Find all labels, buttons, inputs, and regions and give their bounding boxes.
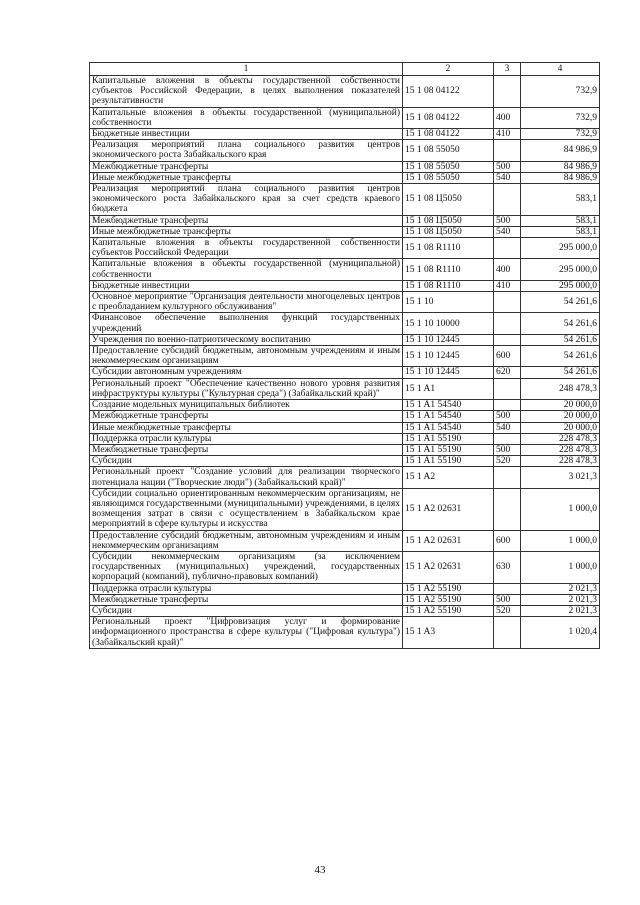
row-type (494, 488, 521, 530)
row-type (494, 467, 521, 488)
row-description: Реализация мероприятий плана социального развития центров экономического роста Забайкальского края за счет средств краевого бюджета (90, 184, 403, 216)
row-description: Межбюджетные трансферты (90, 444, 403, 455)
row-type (494, 400, 521, 411)
table-row (90, 617, 600, 649)
row-type (494, 433, 521, 444)
row-description: Капитальные вложения в объекты государственной собственности субъектов Российской Федерации, в целях выполнения показателей результативности (90, 76, 403, 108)
row-amount: 732,9 (521, 107, 600, 128)
table-row (90, 400, 600, 411)
table-row (90, 280, 600, 291)
row-amount: 84 986,9 (521, 140, 600, 161)
row-code: 15 1 10 12445 (403, 334, 494, 345)
row-code: 15 1 A2 55190 (403, 594, 494, 605)
row-amount: 20 000,0 (521, 422, 600, 433)
row-code: 15 1 A2 02631 (403, 551, 494, 583)
row-code: 15 1 A1 55190 (403, 444, 494, 455)
row-code: 15 1 10 12445 (403, 367, 494, 378)
row-code: 15 1 08 04122 (403, 107, 494, 128)
row-amount: 2 021,3 (521, 605, 600, 616)
table-row (90, 378, 600, 399)
row-type (494, 140, 521, 161)
row-description: Бюджетные инвестиции (90, 129, 403, 140)
row-code: 15 1 08 R1110 (403, 280, 494, 291)
row-type: 630 (494, 551, 521, 583)
row-amount: 54 261,6 (521, 292, 600, 313)
table-row (90, 411, 600, 422)
row-type (494, 583, 521, 594)
table-row (90, 172, 600, 183)
row-code: 15 1 10 12445 (403, 346, 494, 367)
row-code: 15 1 A3 (403, 617, 494, 649)
row-amount: 295 000,0 (521, 238, 600, 259)
row-description: Иные межбюджетные трансферты (90, 172, 403, 183)
row-code: 15 1 A1 54540 (403, 411, 494, 422)
row-code: 15 1 08 R1110 (403, 238, 494, 259)
row-amount: 228 478,3 (521, 433, 600, 444)
row-description: Региональный проект "Цифровизация услуг и формирование информационного пространства в сфере культуры ("Цифровая культура") (Забайкальский край)" (90, 617, 403, 649)
row-amount: 84 986,9 (521, 161, 600, 172)
table-row (90, 334, 600, 345)
table-row (90, 605, 600, 616)
row-description: Поддержка отрасли культуры (90, 583, 403, 594)
row-amount: 2 021,3 (521, 583, 600, 594)
row-description: Субсидии некоммерческим организациям (за исключением государственных (муниципальных) учреждений, государственных корпораций (компаний), публично-правовых компаний) (90, 551, 403, 583)
row-code: 15 1 08 R1110 (403, 259, 494, 280)
row-description: Региональный проект "Создание условий для реализации творческого потенциала нации ("Творческие люди") (Забайкальский край)" (90, 467, 403, 488)
row-amount: 583,1 (521, 226, 600, 237)
row-code: 15 1 A2 55190 (403, 583, 494, 594)
row-code: 15 1 10 (403, 292, 494, 313)
table-row (90, 226, 600, 237)
row-type: 620 (494, 367, 521, 378)
row-description: Региональный проект "Обеспечение качественно нового уровня развития инфраструктуры культуры ("Культурная среда") (Забайкальский край)" (90, 378, 403, 399)
row-code: 15 1 A2 55190 (403, 605, 494, 616)
row-amount: 54 261,6 (521, 367, 600, 378)
table-row (90, 346, 600, 367)
row-description: Субсидии социально ориентированным некоммерческим организациям, не являющимся государственными (муниципальными) учреждениями, в целях возмещения затрат в связи с осуществлением в Забайкальском крае мероприятий в сфере культуры и искусства (90, 488, 403, 530)
row-type (494, 617, 521, 649)
table-row (90, 551, 600, 583)
row-code: 15 1 A1 (403, 378, 494, 399)
row-amount: 248 478,3 (521, 378, 600, 399)
row-amount: 20 000,0 (521, 400, 600, 411)
header-col-4: 4 (521, 63, 600, 76)
row-description: Предоставление субсидий бюджетным, автономным учреждениям и иным некоммерческим организациям (90, 346, 403, 367)
row-amount: 20 000,0 (521, 411, 600, 422)
table-row (90, 76, 600, 108)
row-code: 15 1 A2 02631 (403, 488, 494, 530)
header-col-1: 1 (90, 63, 403, 76)
table-row (90, 456, 600, 467)
row-amount: 583,1 (521, 184, 600, 216)
row-type: 410 (494, 280, 521, 291)
row-description: Учреждения по военно-патриотическому воспитанию (90, 334, 403, 345)
row-description: Субсидии (90, 456, 403, 467)
row-amount: 2 021,3 (521, 594, 600, 605)
table-row (90, 583, 600, 594)
row-amount: 1 000,0 (521, 551, 600, 583)
row-type (494, 313, 521, 334)
row-description: Капитальные вложения в объекты государственной собственности субъектов Российской Федерации (90, 238, 403, 259)
table-row (90, 433, 600, 444)
table-row (90, 422, 600, 433)
row-type: 500 (494, 215, 521, 226)
row-type: 500 (494, 444, 521, 455)
row-amount: 54 261,6 (521, 334, 600, 345)
row-amount: 54 261,6 (521, 346, 600, 367)
header-col-2: 2 (403, 63, 494, 76)
row-description: Иные межбюджетные трансферты (90, 422, 403, 433)
row-description: Субсидии автономным учреждениям (90, 367, 403, 378)
row-code: 15 1 A1 54540 (403, 400, 494, 411)
row-type: 540 (494, 226, 521, 237)
row-type (494, 378, 521, 399)
row-description: Реализация мероприятий плана социального развития центров экономического роста Забайкальского края (90, 140, 403, 161)
table-row (90, 107, 600, 128)
table-row (90, 367, 600, 378)
row-type (494, 334, 521, 345)
row-type: 600 (494, 346, 521, 367)
row-description: Межбюджетные трансферты (90, 161, 403, 172)
table-row (90, 129, 600, 140)
row-code: 15 1 08 Ц5050 (403, 184, 494, 216)
table-row (90, 259, 600, 280)
header-row (90, 63, 600, 76)
table-row (90, 140, 600, 161)
row-amount: 732,9 (521, 76, 600, 108)
row-amount: 1 000,0 (521, 488, 600, 530)
row-description: Субсидии (90, 605, 403, 616)
row-amount: 228 478,3 (521, 456, 600, 467)
row-code: 15 1 10 10000 (403, 313, 494, 334)
row-description: Межбюджетные трансферты (90, 411, 403, 422)
row-type: 500 (494, 161, 521, 172)
row-amount: 54 261,6 (521, 313, 600, 334)
row-description: Межбюджетные трансферты (90, 215, 403, 226)
row-type: 540 (494, 422, 521, 433)
row-code: 15 1 08 55050 (403, 140, 494, 161)
row-type: 520 (494, 456, 521, 467)
table-row (90, 488, 600, 530)
row-code: 15 1 08 55050 (403, 172, 494, 183)
row-amount: 1 020,4 (521, 617, 600, 649)
row-amount: 295 000,0 (521, 280, 600, 291)
row-amount: 228 478,3 (521, 444, 600, 455)
row-code: 15 1 08 04122 (403, 76, 494, 108)
row-type: 540 (494, 172, 521, 183)
row-code: 15 1 A1 54540 (403, 422, 494, 433)
row-type (494, 238, 521, 259)
row-description: Капитальные вложения в объекты государственной (муниципальной) собственности (90, 259, 403, 280)
row-description: Поддержка отрасли культуры (90, 433, 403, 444)
table-body (90, 76, 600, 649)
table-row (90, 184, 600, 216)
row-type: 500 (494, 594, 521, 605)
row-type: 410 (494, 129, 521, 140)
row-type: 520 (494, 605, 521, 616)
row-type (494, 292, 521, 313)
row-amount: 295 000,0 (521, 259, 600, 280)
row-code: 15 1 08 Ц5050 (403, 215, 494, 226)
page-number: 43 (314, 864, 326, 876)
row-amount: 1 000,0 (521, 530, 600, 551)
row-type: 500 (494, 411, 521, 422)
row-code: 15 1 A1 55190 (403, 456, 494, 467)
budget-table (89, 62, 600, 649)
row-code: 15 1 A2 02631 (403, 530, 494, 551)
row-type (494, 76, 521, 108)
row-description: Межбюджетные трансферты (90, 594, 403, 605)
row-description: Бюджетные инвестиции (90, 280, 403, 291)
row-amount: 732,9 (521, 129, 600, 140)
row-description: Финансовое обеспечение выполнения функций государственных учреждений (90, 313, 403, 334)
row-description: Капитальные вложения в объекты государственной (муниципальной) собственности (90, 107, 403, 128)
header-col-3: 3 (494, 63, 521, 76)
row-type: 400 (494, 107, 521, 128)
row-code: 15 1 08 04122 (403, 129, 494, 140)
row-amount: 84 986,9 (521, 172, 600, 183)
table-row (90, 161, 600, 172)
table-row (90, 238, 600, 259)
row-description: Иные межбюджетные трансферты (90, 226, 403, 237)
table-row (90, 467, 600, 488)
row-description: Основное мероприятие "Организация деятельности многоцелевых центров с преобладанием культурного обслуживания" (90, 292, 403, 313)
row-type: 600 (494, 530, 521, 551)
row-description: Создание модельных муниципальных библиотек (90, 400, 403, 411)
row-type: 400 (494, 259, 521, 280)
table-row (90, 215, 600, 226)
row-description: Предоставление субсидий бюджетным, автономным учреждениям и иным некоммерческим организациям (90, 530, 403, 551)
row-code: 15 1 A2 (403, 467, 494, 488)
row-amount: 3 021,3 (521, 467, 600, 488)
table-row (90, 594, 600, 605)
table-row (90, 313, 600, 334)
row-code: 15 1 A1 55190 (403, 433, 494, 444)
row-type (494, 184, 521, 216)
row-code: 15 1 08 Ц5050 (403, 226, 494, 237)
row-code: 15 1 08 55050 (403, 161, 494, 172)
row-amount: 583,1 (521, 215, 600, 226)
table-row (90, 444, 600, 455)
table-row (90, 530, 600, 551)
table-row (90, 292, 600, 313)
